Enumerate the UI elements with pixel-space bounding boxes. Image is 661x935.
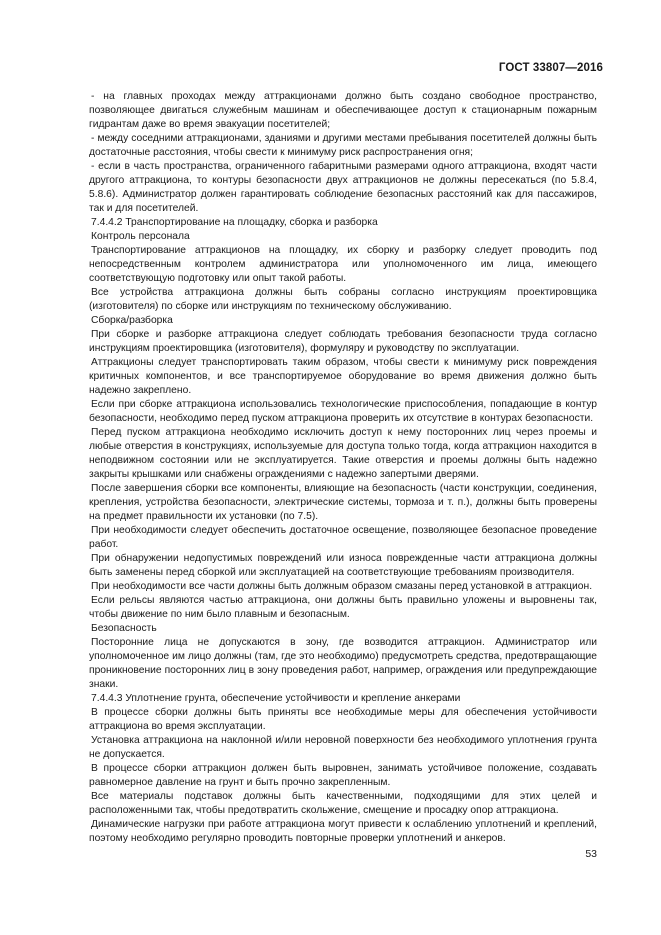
subheading: Безопасность — [91, 623, 157, 634]
paragraph: Если рельсы являются частью аттракциона, они должны быть правильно уложены и выровнены так, чтобы движение по ним было плавным и безопасным. — [89, 595, 597, 620]
paragraph: Все устройства аттракциона должны быть собраны согласно инструкциям проектировщика (изготовителя) по сборке или инструкциям по техническому обслуживанию. — [89, 287, 597, 312]
paragraph: Аттракционы следует транспортировать таким образом, чтобы свести к минимуму риск повреждения критичных компонентов, и все транспортируемое оборудование во время движения должно быть надежно закреплено. — [89, 357, 597, 396]
paragraph: Если при сборке аттракциона использовались технологические приспособления, попадающие в контур безопасности, необходимо перед пуском аттракциона проверить их отсутствие в контурах безопасности. — [89, 399, 597, 424]
paragraph: При необходимости следует обеспечить достаточное освещение, позволяющее безопасное проведение работ. — [89, 525, 597, 550]
section-heading: 7.4.4.2 Транспортирование на площадку, сборка и разборка — [91, 217, 378, 228]
section-heading: 7.4.4.3 Уплотнение грунта, обеспечение устойчивости и крепление анкерами — [91, 693, 461, 704]
page-body — [89, 90, 597, 846]
paragraph: При сборке и разборке аттракциона следует соблюдать требования безопасности труда согласно инструкциям проектировщика (изготовителя), формуляру и руководству по эксплуатации. — [89, 329, 597, 354]
paragraph: - на главных проходах между аттракционами должно быть создано свободное пространство, позволяющее двигаться служебным машинам и обеспечивающее доступ к стационарным пожарным гидрантам даже во время эвакуации посетителей; — [89, 91, 597, 130]
paragraph: Посторонние лица не допускаются в зону, где возводится аттракцион. Администратор или уполномоченное им лицо должны (там, где это необходимо) предусмотреть средства, предотвращающие проникновение посторонних лиц в зону проведения работ, например, ограждения или предупреждающие знаки. — [89, 637, 597, 690]
subheading: Сборка/разборка — [91, 315, 173, 326]
paragraph: Установка аттракциона на наклонной и/или неровной поверхности без необходимого уплотнения грунта не допускается. — [89, 735, 597, 760]
subheading: Контроль персонала — [91, 231, 190, 242]
paragraph: - между соседними аттракционами, зданиями и другими местами пребывания посетителей должны быть достаточные расстояния, чтобы свести к минимуму риск распространения огня; — [89, 133, 597, 158]
paragraph: При необходимости все части должны быть должным образом смазаны перед установкой в аттракцион. — [91, 581, 593, 592]
paragraph: Все материалы подставок должны быть качественными, подходящими для этих целей и расположенными так, чтобы предотвратить скольжение, смещение и просадку опор аттракциона. — [89, 791, 597, 816]
document-header: ГОСТ 33807—2016 — [498, 62, 603, 74]
paragraph: При обнаружении недопустимых повреждений или износа поврежденные части аттракциона должны быть заменены перед сборкой или эксплуатацией на соответствующие требованиям производителя. — [89, 553, 597, 578]
paragraph: В процессе сборки аттракцион должен быть выровнен, занимать устойчивое положение, создавать равномерное давление на грунт и быть прочно закрепленным. — [89, 763, 597, 788]
page-number: 53 — [585, 848, 597, 860]
paragraph: Транспортирование аттракционов на площадку, их сборку и разборку следует проводить под непосредственным контролем администратора или уполномоченного им лица, имеющего соответствующую подготовку или опыт такой работы. — [89, 245, 597, 284]
paragraph: Перед пуском аттракциона необходимо исключить доступ к нему посторонних лиц через проемы и любые отверстия в конструкциях, используемые для доступа только тогда, когда аттракцион находится в неподвижном состоянии или не эксплуатируется. Такие отверстия и проемы должны быть надежно закрыты крышками или снабжены ограждениями с надежно запертыми дверями. — [89, 427, 597, 480]
paragraph: - если в часть пространства, ограниченного габаритными размерами одного аттракциона, входят части другого аттракциона, то контуры безопасности двух аттракционов не должны пересекаться (по 5.8.4, 5.8.6). Администратор должен гарантировать соблюдение безопасных расстояний как для пассажиров, так и для посетителей. — [89, 161, 597, 214]
paragraph: В процессе сборки должны быть приняты все необходимые меры для обеспечения устойчивости аттракциона во время эксплуатации. — [89, 707, 597, 732]
paragraph: После завершения сборки все компоненты, влияющие на безопасность (части конструкции, соединения, крепления, устройства безопасности, электрические системы, тормоза и т. п.), должны быть проверены на предмет правильности их установки (по 7.5). — [89, 483, 597, 522]
paragraph: Динамические нагрузки при работе аттракциона могут привести к ослаблению уплотнений и креплений, поэтому необходимо регулярно проводить повторные проверки уплотнений и анкеров. — [89, 819, 597, 844]
